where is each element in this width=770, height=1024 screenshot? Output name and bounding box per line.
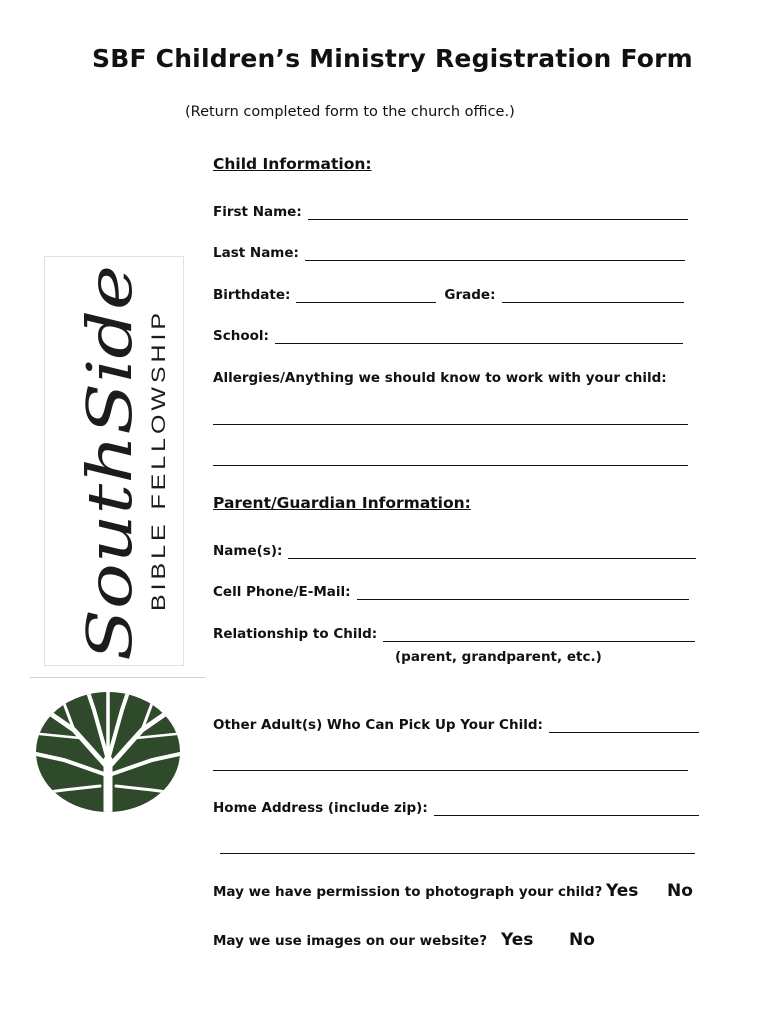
home-address-line-2[interactable] bbox=[220, 853, 695, 854]
logo-divider bbox=[30, 677, 205, 678]
relationship-row bbox=[213, 622, 695, 642]
other-adults-field[interactable] bbox=[549, 718, 699, 733]
birthdate-label: Birthdate: bbox=[213, 287, 291, 303]
allergies-label: Allergies/Anything we should know to work with your child: bbox=[213, 370, 667, 386]
birthdate-grade-row bbox=[213, 283, 684, 303]
form-title: SBF Children’s Ministry Registration Form bbox=[92, 44, 693, 73]
first-name-label: First Name: bbox=[213, 204, 302, 220]
parent-info-heading: Parent/Guardian Information: bbox=[213, 494, 471, 512]
cell-email-row bbox=[213, 580, 689, 600]
grade-label: Grade: bbox=[444, 287, 496, 303]
logo-script-word: SouthSide bbox=[73, 337, 146, 661]
school-field[interactable] bbox=[275, 329, 683, 344]
other-adults-row bbox=[213, 713, 699, 733]
photograph-question: May we have permission to photograph your child? bbox=[213, 884, 603, 900]
last-name-row bbox=[213, 241, 685, 261]
website-yes-option[interactable]: Yes bbox=[501, 930, 534, 950]
logo-graphic bbox=[45, 257, 183, 665]
birthdate-field[interactable] bbox=[296, 288, 436, 303]
first-name-row bbox=[213, 200, 688, 220]
parent-names-row bbox=[213, 539, 696, 559]
southside-logo bbox=[44, 256, 184, 666]
tree-icon bbox=[34, 690, 182, 818]
grade-field[interactable] bbox=[502, 288, 684, 303]
relationship-hint: (parent, grandparent, etc.) bbox=[395, 649, 602, 665]
website-question: May we use images on our website? bbox=[213, 933, 488, 949]
school-row bbox=[213, 324, 683, 344]
last-name-label: Last Name: bbox=[213, 245, 299, 261]
relationship-field[interactable] bbox=[383, 627, 695, 642]
parent-names-label: Name(s): bbox=[213, 543, 283, 559]
last-name-field[interactable] bbox=[305, 246, 685, 261]
relationship-label: Relationship to Child: bbox=[213, 626, 378, 642]
website-no-option[interactable]: No bbox=[569, 930, 595, 950]
other-adults-line-2[interactable] bbox=[213, 770, 688, 771]
home-address-row bbox=[213, 796, 699, 816]
home-address-label: Home Address (include zip): bbox=[213, 800, 428, 816]
photograph-yes-option[interactable]: Yes bbox=[606, 881, 639, 901]
allergies-row bbox=[213, 366, 673, 386]
other-adults-label: Other Adult(s) Who Can Pick Up Your Child: bbox=[213, 717, 543, 733]
logo-caption: BIBLE FELLOWSHIP bbox=[149, 381, 170, 611]
allergies-line-1[interactable] bbox=[213, 424, 688, 425]
photograph-no-option[interactable]: No bbox=[667, 881, 693, 901]
allergies-line-2[interactable] bbox=[213, 465, 688, 466]
cell-email-label: Cell Phone/E-Mail: bbox=[213, 584, 351, 600]
school-label: School: bbox=[213, 328, 269, 344]
child-info-heading: Child Information: bbox=[213, 155, 372, 173]
cell-email-field[interactable] bbox=[357, 585, 689, 600]
home-address-field[interactable] bbox=[434, 801, 699, 816]
form-subtitle: (Return completed form to the church office.) bbox=[185, 104, 515, 120]
first-name-field[interactable] bbox=[308, 205, 688, 220]
parent-names-field[interactable] bbox=[288, 544, 696, 559]
